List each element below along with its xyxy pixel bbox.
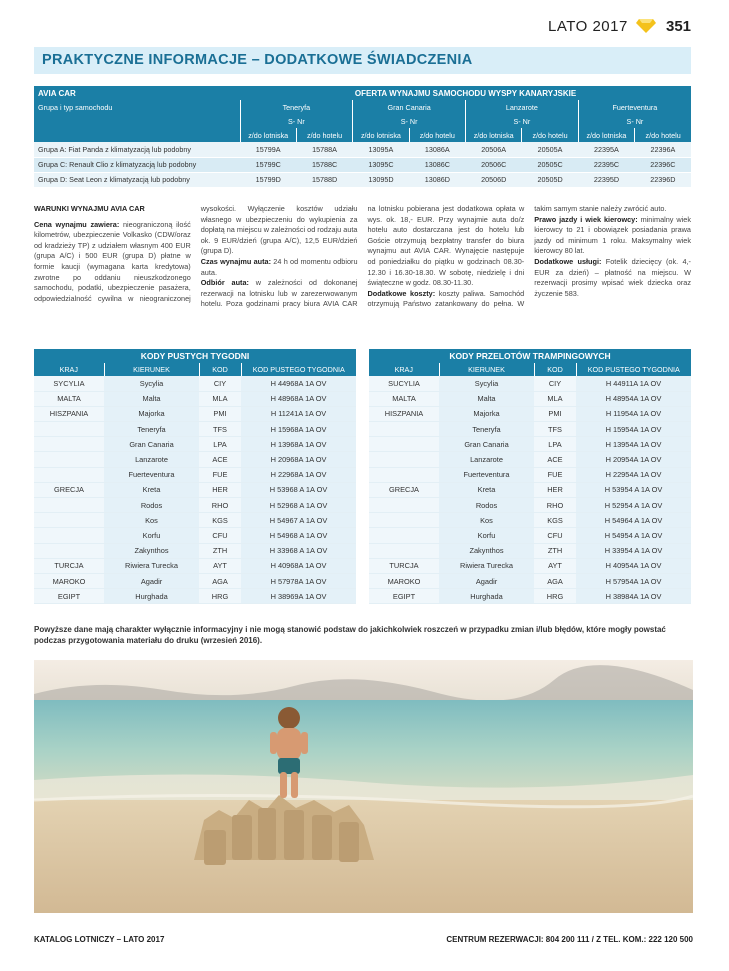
car-group-row (34, 142, 691, 157)
destination-cell: Majorka (439, 406, 534, 421)
code-cell: ACE (199, 452, 241, 467)
code-cell: PMI (199, 406, 241, 421)
week-code-cell: H 33968 A 1A OV (241, 543, 356, 558)
country-cell: MAROKO (369, 573, 439, 588)
week-code-cell: H 38969A 1A OV (241, 589, 356, 604)
page-footer (34, 935, 693, 949)
diamond-icon (636, 18, 656, 34)
week-code-cell: H 40968A 1A OV (241, 558, 356, 573)
col-header: KRAJ (34, 363, 104, 376)
disclaimer: Powyższe dane mają charakter wyłącznie informacyjny i nie mogą stanowić podstaw do jakichkolwiek roszczeń w przypadku zmian i/lub błędów, które mogły powstać podczas przygotowania materiału do druku (wrzesień 2016). (34, 625, 666, 645)
tramping-flights-table (369, 349, 691, 604)
group-column-header: Grupa i typ samochodu (34, 100, 240, 142)
week-code-cell: H 22954A 1A OV (576, 467, 691, 482)
table-row (34, 573, 356, 588)
car-group-row (34, 172, 691, 187)
table-row (34, 558, 356, 573)
week-code-cell: H 13968A 1A OV (241, 437, 356, 452)
country-cell (369, 467, 439, 482)
week-code-cell: H 20954A 1A OV (576, 452, 691, 467)
car-code: 13086A (409, 142, 465, 157)
car-group: Grupa A: Fiat Panda z klimatyzacją lub podobny (34, 142, 240, 157)
hotel-subheader: z/do hotelu (409, 128, 465, 142)
car-code: 13095A (353, 142, 409, 157)
week-code-cell: H 15968A 1A OV (241, 422, 356, 437)
country-cell: HISZPANIA (369, 406, 439, 421)
code-cell: RHO (534, 498, 576, 513)
destination-cell: Malta (104, 391, 199, 406)
condition-text: minimalny wiek kierowcy to 21 i obowiązek posiadania prawa jazdy od minimum 1 roku. Maksymalny wiek kierowcy 80 lat. (534, 214, 691, 256)
week-code-cell: H 11954A 1A OV (576, 406, 691, 421)
code-cell: TFS (199, 422, 241, 437)
code-cell: LPA (199, 437, 241, 452)
table-row (369, 467, 691, 482)
country-cell (34, 513, 104, 528)
week-code-cell: H 57954A 1A OV (576, 573, 691, 588)
airport-subheader: z/do lotniska (353, 128, 409, 142)
country-cell (369, 528, 439, 543)
code-cell: FUE (199, 467, 241, 482)
code-cell: HER (199, 482, 241, 497)
car-code: 20506D (466, 172, 522, 187)
table-row (369, 513, 691, 528)
car-code: 22395A (578, 142, 634, 157)
country-cell: GRECJA (369, 482, 439, 497)
country-cell: TURCJA (369, 558, 439, 573)
code-cell: MLA (534, 391, 576, 406)
code-cell: HRG (534, 589, 576, 604)
code-cell: PMI (534, 406, 576, 421)
rental-conditions (34, 204, 691, 334)
car-code: 22395D (578, 172, 634, 187)
conditions-heading: WARUNKI WYNAJMU AVIA CAR (34, 204, 145, 213)
col-header: KIERUNEK (439, 363, 534, 376)
code-cell: KGS (534, 513, 576, 528)
table-row (369, 437, 691, 452)
car-group-row (34, 157, 691, 172)
table-row (369, 573, 691, 588)
destination-cell: Sycylia (439, 376, 534, 391)
country-cell (34, 498, 104, 513)
country-cell (369, 498, 439, 513)
car-code: 15788D (296, 172, 352, 187)
destination-cell: Gran Canaria (439, 437, 534, 452)
code-cell: CIY (199, 376, 241, 391)
table-row (369, 452, 691, 467)
country-cell (34, 543, 104, 558)
code-cell: FUE (534, 467, 576, 482)
week-code-cell: H 33954 A 1A OV (576, 543, 691, 558)
destination-cell: Hurghada (439, 589, 534, 604)
code-cell: HRG (199, 589, 241, 604)
table-row (369, 391, 691, 406)
car-code: 22396D (635, 172, 691, 187)
code-cell: CFU (199, 528, 241, 543)
tramping-heading: KODY PRZELOTÓW TRAMPINGOWYCH (369, 349, 691, 363)
table-row (34, 589, 356, 604)
page-header (530, 16, 700, 40)
table-row (34, 437, 356, 452)
week-code-cell: H 54964 A 1A OV (576, 513, 691, 528)
table-row (34, 528, 356, 543)
col-header: KOD PUSTEGO TYGODNIA (576, 363, 691, 376)
country-cell (369, 543, 439, 558)
condition-text: 24 h od momentu odbioru auta. (200, 256, 358, 277)
country-cell (34, 437, 104, 452)
code-cell: AYT (199, 558, 241, 573)
table-row (369, 589, 691, 604)
code-cell: ZTH (199, 543, 241, 558)
car-code: 13095D (353, 172, 409, 187)
code-cell: MLA (199, 391, 241, 406)
condition-text: nieograniczoną ilość kilometrów, ubezpieczenie Volkasko (CDW/oraz od kradzieży TP) z udziałem własnym 400 EUR (grupa A/C) i 500 EUR (grupa D) płatne w formie kaucji (wymagana karta kredytowa) zwrotne po oddaniu nieuszkodzonego samochodu, podatki, ubezpieczenie pasażera, odpowiedzialność cywilna w nieograniczonej wysokości. Wyłączenie kosztów udziału własnego w ubezpieczeniu do wykupienia za dopłatą na miejscu w zależności od rodzaju auta ok. 9 EUR/dzień (grupa A/C), 12,5 EUR/dzień (grupa D). (34, 204, 358, 303)
island-header: Lanzarote (466, 100, 579, 114)
page-number: 351 (666, 18, 692, 35)
week-code-cell: H 54968 A 1A OV (241, 528, 356, 543)
country-cell: MALTA (34, 391, 104, 406)
destination-cell: Hurghada (104, 589, 199, 604)
car-code: 20506C (466, 157, 522, 172)
country-cell (369, 513, 439, 528)
code-cell: AYT (534, 558, 576, 573)
season-label: LATO 2017 (548, 18, 628, 35)
destination-cell: Zakynthos (104, 543, 199, 558)
snr-header: S- Nr (240, 114, 353, 128)
table-row (369, 543, 691, 558)
destination-cell: Zakynthos (439, 543, 534, 558)
car-code: 22396C (635, 157, 691, 172)
table-row (369, 422, 691, 437)
condition-label: Cena wynajmu zawiera: (34, 219, 120, 229)
country-cell: TURCJA (34, 558, 104, 573)
airport-subheader: z/do lotniska (240, 128, 296, 142)
car-code: 20505A (522, 142, 578, 157)
code-cell: CIY (534, 376, 576, 391)
car-code: 20505C (522, 157, 578, 172)
empty-weeks-table (34, 349, 356, 604)
table-row (369, 498, 691, 513)
reservation-contact: CENTRUM REZERWACJI: 804 200 111 / Z TEL. KOM.: 222 120 500 (446, 935, 693, 944)
destination-cell: Kos (439, 513, 534, 528)
table-row (34, 513, 356, 528)
catalog-name: KATALOG LOTNICZY – LATO 2017 (34, 935, 165, 944)
car-rental-heading: OFERTA WYNAJMU SAMOCHODU WYSPY KANARYJSKIE (240, 86, 691, 100)
country-cell (34, 422, 104, 437)
col-header: KOD PUSTEGO TYGODNIA (241, 363, 356, 376)
week-code-cell: H 53968 A 1A OV (241, 482, 356, 497)
car-code: 22396A (635, 142, 691, 157)
week-code-cell: H 52954 A 1A OV (576, 498, 691, 513)
week-code-cell: H 13954A 1A OV (576, 437, 691, 452)
car-rental-table (34, 86, 691, 188)
car-code: 15788C (296, 157, 352, 172)
island-header: Fuerteventura (578, 100, 691, 114)
island-header: Gran Canaria (353, 100, 466, 114)
hotel-subheader: z/do hotelu (296, 128, 352, 142)
code-cell: HER (534, 482, 576, 497)
condition-label: Odbiór auta: (200, 278, 249, 288)
country-cell (369, 422, 439, 437)
code-cell: AGA (199, 573, 241, 588)
code-cell: LPA (534, 437, 576, 452)
car-code: 13086C (409, 157, 465, 172)
hotel-subheader: z/do hotelu (522, 128, 578, 142)
week-code-cell: H 20968A 1A OV (241, 452, 356, 467)
col-header: KOD (199, 363, 241, 376)
code-cell: RHO (199, 498, 241, 513)
code-cell: AGA (534, 573, 576, 588)
section-title-bar (34, 47, 691, 74)
condition-label: Prawo jazdy i wiek kierowcy: (534, 214, 638, 224)
table-row (369, 558, 691, 573)
destination-cell: Rodos (439, 498, 534, 513)
week-code-cell: H 48968A 1A OV (241, 391, 356, 406)
week-code-cell: H 54954 A 1A OV (576, 528, 691, 543)
table-row (369, 482, 691, 497)
week-code-cell: H 54967 A 1A OV (241, 513, 356, 528)
week-code-cell: H 22968A 1A OV (241, 467, 356, 482)
table-row (34, 543, 356, 558)
car-rental-brand: AVIA CAR (34, 86, 240, 100)
country-cell: SUCYLIA (369, 376, 439, 391)
week-code-cell: H 48954A 1A OV (576, 391, 691, 406)
hotel-subheader: z/do hotelu (635, 128, 691, 142)
snr-header: S- Nr (466, 114, 579, 128)
code-cell: TFS (534, 422, 576, 437)
beach-photo (34, 660, 693, 913)
week-code-cell: H 53954 A 1A OV (576, 482, 691, 497)
car-code: 13086D (409, 172, 465, 187)
destination-cell: Rodos (104, 498, 199, 513)
destination-cell: Kreta (439, 482, 534, 497)
destination-cell: Kos (104, 513, 199, 528)
destination-cell: Riwiera Turecka (104, 558, 199, 573)
car-code: 15799C (240, 157, 296, 172)
code-cell: CFU (534, 528, 576, 543)
week-code-cell: H 57978A 1A OV (241, 573, 356, 588)
destination-cell: Sycylia (104, 376, 199, 391)
destination-cell: Riwiera Turecka (439, 558, 534, 573)
week-code-cell: H 44968A 1A OV (241, 376, 356, 391)
week-code-cell: H 11241A 1A OV (241, 406, 356, 421)
beach-child-sandcastle-image (34, 660, 693, 913)
country-cell: EGIPT (369, 589, 439, 604)
table-row (34, 376, 356, 391)
car-code: 15799D (240, 172, 296, 187)
empty-weeks-heading: KODY PUSTYCH TYGODNI (34, 349, 356, 363)
destination-cell: Lanzarote (104, 452, 199, 467)
car-code: 13095C (353, 157, 409, 172)
car-code: 20505D (522, 172, 578, 187)
island-header: Teneryfa (240, 100, 353, 114)
condition-text: Fotelik dziecięcy (ok. 4,- EUR za dzień) – płatność na miejscu. W rezerwacji prosimy wpisać wiek dziecka oraz życzenie 583. (534, 256, 691, 298)
snr-header: S- Nr (578, 114, 691, 128)
destination-cell: Fuerteventura (104, 467, 199, 482)
destination-cell: Malta (439, 391, 534, 406)
country-cell (34, 467, 104, 482)
airport-subheader: z/do lotniska (578, 128, 634, 142)
table-row (369, 528, 691, 543)
destination-cell: Fuerteventura (439, 467, 534, 482)
destination-cell: Agadir (439, 573, 534, 588)
table-row (369, 406, 691, 421)
col-header: KRAJ (369, 363, 439, 376)
week-code-cell: H 38984A 1A OV (576, 589, 691, 604)
col-header: KIERUNEK (104, 363, 199, 376)
country-cell: SYCYLIA (34, 376, 104, 391)
country-cell: MALTA (369, 391, 439, 406)
table-row (34, 422, 356, 437)
country-cell (369, 437, 439, 452)
week-code-cell: H 15954A 1A OV (576, 422, 691, 437)
code-cell: ZTH (534, 543, 576, 558)
country-cell: HISZPANIA (34, 406, 104, 421)
country-cell (34, 528, 104, 543)
country-cell: GRECJA (34, 482, 104, 497)
car-group: Grupa C: Renault Clio z klimatyzacją lub podobny (34, 157, 240, 172)
snr-header: S- Nr (353, 114, 466, 128)
table-row (369, 376, 691, 391)
code-cell: KGS (199, 513, 241, 528)
week-code-cell: H 44911A 1A OV (576, 376, 691, 391)
country-cell: MAROKO (34, 573, 104, 588)
condition-label: Dodatkowe usługi: (534, 256, 602, 266)
table-row (34, 482, 356, 497)
week-code-cell: H 52968 A 1A OV (241, 498, 356, 513)
country-cell: EGIPT (34, 589, 104, 604)
country-cell (34, 452, 104, 467)
table-row (34, 452, 356, 467)
destination-cell: Korfu (439, 528, 534, 543)
page-title: PRAKTYCZNE INFORMACJE – DODATKOWE ŚWIADCZENIA (42, 52, 473, 68)
week-code-cell: H 40954A 1A OV (576, 558, 691, 573)
car-code: 15788A (296, 142, 352, 157)
table-row (34, 406, 356, 421)
car-code: 15799A (240, 142, 296, 157)
car-code: 22395C (578, 157, 634, 172)
car-group: Grupa D: Seat Leon z klimatyzacją lub podobny (34, 172, 240, 187)
destination-cell: Kreta (104, 482, 199, 497)
code-cell: ACE (534, 452, 576, 467)
condition-text: koszty paliwa. Samochód otrzymują Państwo zatankowany do pełna. W takim samym stanie należy zwrócić auto. (367, 204, 667, 309)
airport-subheader: z/do lotniska (466, 128, 522, 142)
col-header: KOD (534, 363, 576, 376)
table-row (34, 391, 356, 406)
condition-label: Czas wynajmu auta: (200, 256, 272, 266)
table-row (34, 467, 356, 482)
destination-cell: Lanzarote (439, 452, 534, 467)
car-code: 20506A (466, 142, 522, 157)
destination-cell: Agadir (104, 573, 199, 588)
destination-cell: Gran Canaria (104, 437, 199, 452)
condition-label: Dodatkowe koszty: (367, 288, 436, 298)
table-row (34, 498, 356, 513)
country-cell (369, 452, 439, 467)
destination-cell: Teneryfa (439, 422, 534, 437)
destination-cell: Korfu (104, 528, 199, 543)
condition-text: w zależności od dokonanej rezerwacji na lotnisku lub w zarezerwowanym hotelu. Poza godzinami pracy biura AVIA CAR na lotnisku pobierana jest dodatkowa opłata w wys. ok. 18,- EUR. Przy wynajmie auta do/z hotelu auto dostarczana jest do hotelu lub Goście otrzymują bezpłatny transfer do biura wynajmu aut AVIA CAR. Wynajęcie następuje od poniedziałku do piątku w godzinach 08.30-12.30 i 16.30-18.30. W sobotę, niedzielę i dni świąteczne w godz. 08.30-11.30. (200, 204, 525, 309)
destination-cell: Majorka (104, 406, 199, 421)
destination-cell: Teneryfa (104, 422, 199, 437)
